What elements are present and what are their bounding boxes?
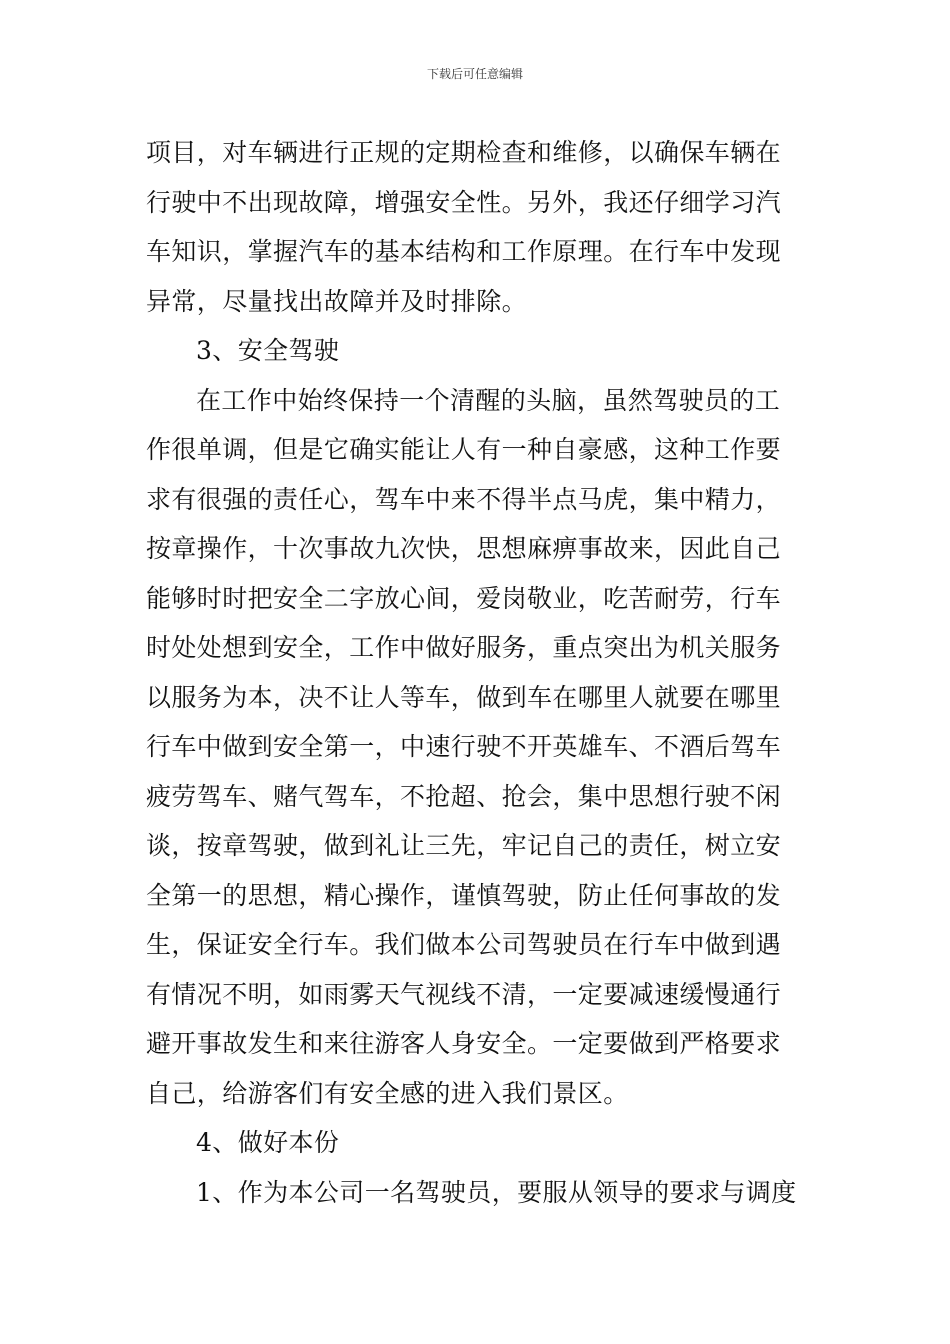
text-line: 谈，按章驾驶，做到礼让三先，牢记自己的责任，树立安 <box>146 831 782 860</box>
text-line: 以服务为本，决不让人等车，做到车在哪里人就要在哪里 <box>146 682 782 712</box>
document-body <box>146 128 811 1217</box>
text-line: 疲劳驾车、赌气驾车，不抢超、抢会，集中思想行驶不闲 <box>146 781 782 811</box>
text-line: 避开事故发生和来往游客人身安全。一定要做到严格要求 <box>146 1029 782 1058</box>
text-line: 能够时时把安全二字放心间，爱岗敬业，吃苦耐劳，行车 <box>146 583 782 613</box>
text-line: 全第一的思想，精心操作，谨慎驾驶，防止任何事故的发 <box>146 880 782 910</box>
text-line: 时处处想到安全，工作中做好服务，重点突出为机关服务 <box>146 633 782 662</box>
text-line: 有情况不明，如雨雾天气视线不清，一定要减速缓慢通行 <box>146 979 782 1009</box>
text-line: 行车中做到安全第一，中速行驶不开英雄车、不酒后驾车 <box>146 732 782 761</box>
text-line: 异常，尽量找出故障并及时排除。 <box>146 286 528 316</box>
text-line: 按章操作，十次事故九次快，思想麻痹事故来，因此自己 <box>146 534 782 563</box>
text-line: 自己，给游客们有安全感的进入我们景区。 <box>146 1078 629 1108</box>
text-line: 车知识，掌握汽车的基本结构和工作原理。在行车中发现 <box>146 237 782 266</box>
section-heading: 3、安全驾驶 <box>196 336 340 365</box>
page-header: 下载后可任意编辑 <box>426 67 523 81</box>
text-line: 行驶中不出现故障，增强安全性。另外，我还仔细学习汽 <box>146 187 782 217</box>
text-line: 项目，对车辆进行正规的定期检查和维修，以确保车辆在 <box>146 138 782 167</box>
text-line: 作很单调，但是它确实能让人有一种自豪感，这种工作要 <box>146 435 782 464</box>
text-line: 在工作中始终保持一个清醒的头脑，虽然驾驶员的工 <box>196 385 781 415</box>
text-line: 生，保证安全行车。我们做本公司驾驶员在行车中做到遇 <box>146 930 782 959</box>
text-line: 1、作为本公司一名驾驶员，要服从领导的要求与调度 <box>196 1177 797 1207</box>
section-heading: 4、做好本份 <box>196 1128 340 1157</box>
text-line: 求有很强的责任心，驾车中来不得半点马虎，集中精力， <box>146 484 782 514</box>
